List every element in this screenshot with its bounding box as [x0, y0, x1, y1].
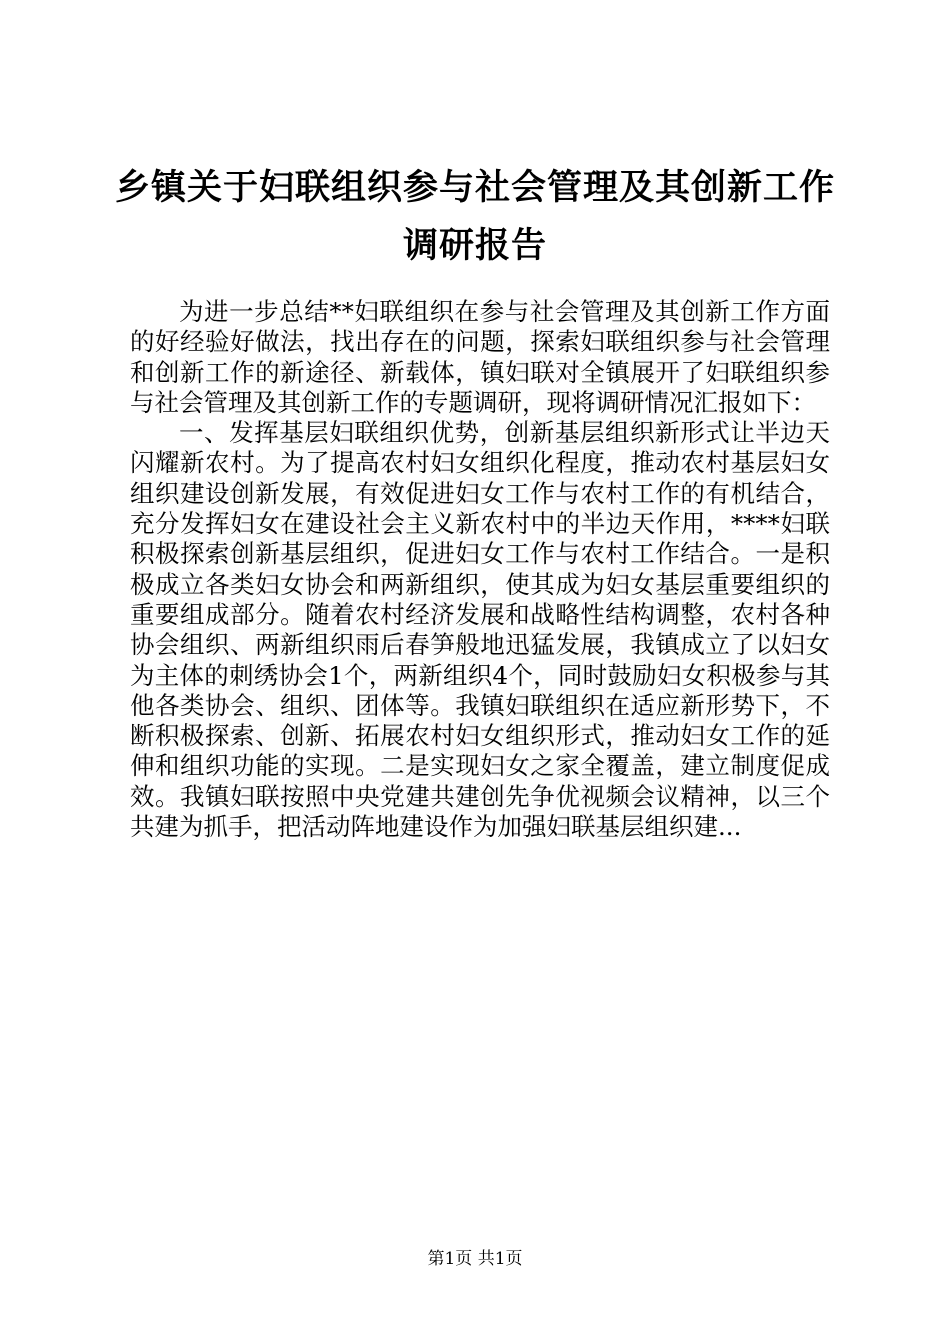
document-body — [130, 297, 830, 842]
document-title-line-1: 乡镇关于妇联组织参与社会管理及其创新工作 — [114, 168, 835, 208]
body-paragraph-section-1: 一、发挥基层妇联组织优势，创新基层组织新形式让半边天闪耀新农村。为了提高农村妇女组织化程度，推动农村基层妇女组织建设创新发展，有效促进妇女工作与农村工作的有机结合，充分发挥妇女在建设社会主义新农村中的半边天作用，****妇联积极探索创新基层组织，促进妇女工作与农村工作结合。一是积极成立各类妇女协会和两新组织，使其成为妇女基层重要组织的重要组成部分。随着农村经济发展和战略性结构调整，农村各种协会组织、两新组织雨后春笋般地迅猛发展，我镇成立了以妇女为主体的刺绣协会1个，两新组织4个，同时鼓励妇女积极参与其他各类协会、组织、团体等。我镇妇联组织在适应新形势下，不断积极探索、创新、拓展农村妇女组织形式，推动妇女工作的延伸和组织功能的实现。二是实现妇女之家全覆盖，建立制度促成效。我镇妇联按照中央党建共建创先争优视频会议精神，以三个共建为抓手，把活动阵地建设作为加强妇联基层组织建... — [130, 418, 830, 842]
document-title-line-2: 调研报告 — [402, 226, 547, 266]
page-number-footer: 第1页 共1页 — [427, 1249, 523, 1269]
body-paragraph-intro: 为进一步总结**妇联组织在参与社会管理及其创新工作方面的好经验好做法，找出存在的问题，探索妇联组织参与社会管理和创新工作的新途径、新载体，镇妇联对全镇展开了妇联组织参与社会管理及其创新工作的专题调研，现将调研情况汇报如下： — [130, 297, 830, 417]
